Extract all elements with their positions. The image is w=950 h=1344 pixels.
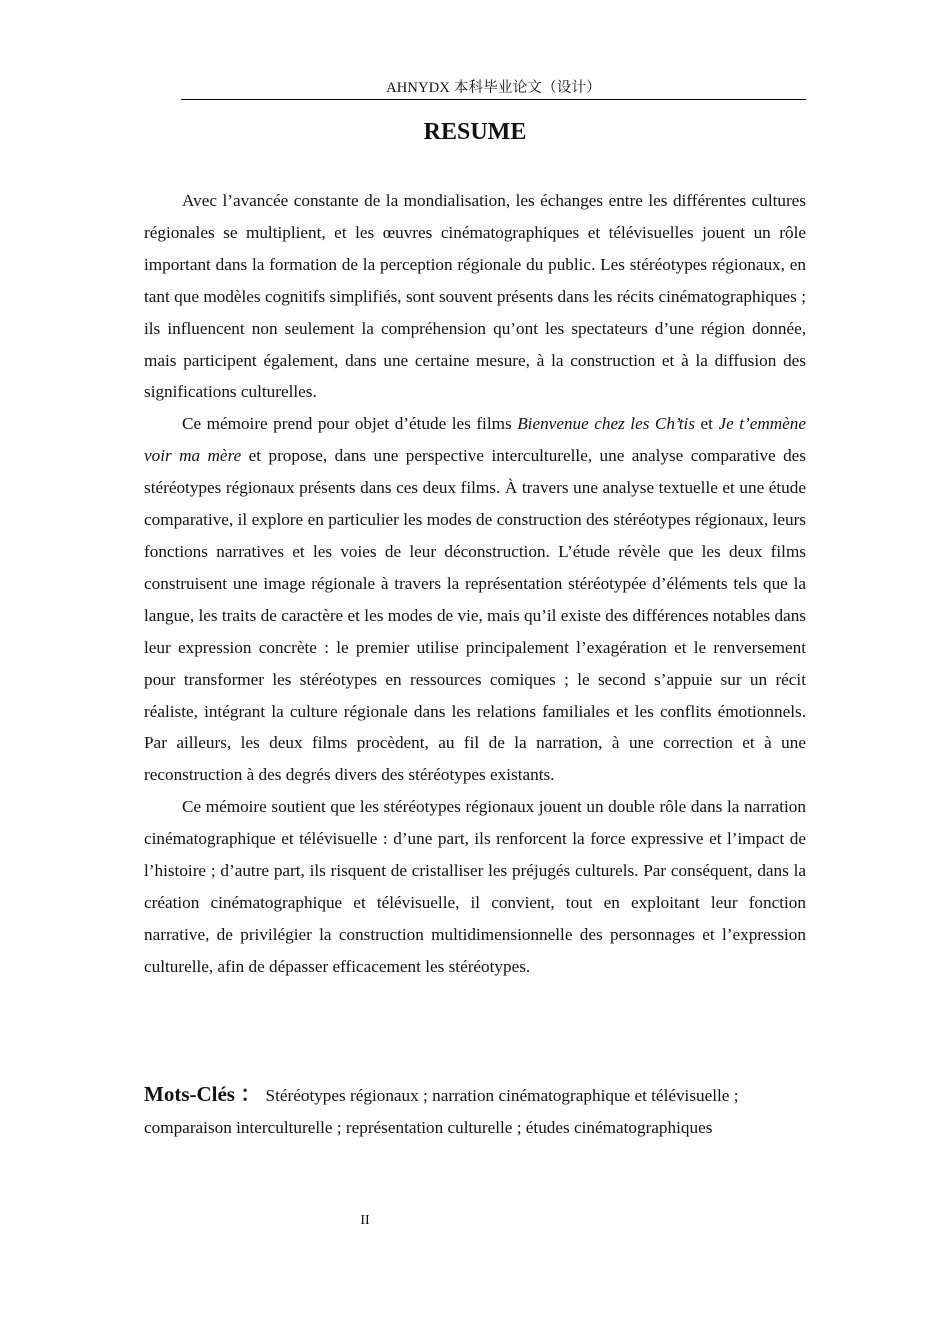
film-title-1: Bienvenue chez les Ch’tis [517, 414, 696, 434]
paragraph-2-intro: Ce mémoire prend pour objet d’étude les films [182, 414, 518, 434]
abstract-paragraph-3: Ce mémoire soutient que les stéréotypes régionaux jouent un double rôle dans la narration cinématographique et télévisuelle : d’une part, ils renforcent la force expressive et l’impact de l’histoire ; d’autre part, ils risquent de cristalliser les préjugés culturels. Par conséquent, dans la création cinématographique et télévisuelle, il convient, tout en exploitant leur fonction narrative, de privilégier la construction multidimensionnelle des personnages et l’expression culturelle, afin de dépasser efficacement les stéréotypes. [144, 797, 806, 976]
page-number: II [360, 1213, 370, 1228]
abstract-paragraph-2 [144, 408, 806, 791]
page-title: RESUME [423, 119, 527, 145]
keywords-block [144, 1078, 806, 1144]
keywords-label: Mots-Clés ： [144, 1082, 262, 1106]
running-header: AHNYDX 本科毕业论文（设计） [181, 78, 806, 100]
abstract-body [144, 185, 806, 983]
film-title-2: Je t’emmène voir ma mère [144, 414, 807, 466]
keywords-text: Stéréotypes régionaux ; narration cinématographique et télévisuelle ; comparaison interculturelle ; représentation culturelle ; études cinématographiques [144, 1086, 739, 1137]
paragraph-2-body: et propose, dans une perspective interculturelle, une analyse comparative des stéréotypes régionaux présents dans ces deux films. À travers une analyse textuelle et une étude comparative, il explore en particulier les modes de construction des stéréotypes régionaux, leurs fonctions narratives et les voies de leur déconstruction. L’étude révèle que les deux films construisent une image régionale à travers la représentation stéréotypée d’éléments tels que la langue, les traits de caractère et les modes de vie, mais qu’il existe des différences notables dans leur expression concrète : le premier utilise principalement l’exagération et le renversement pour transformer les stéréotypes en ressources comiques ; le second s’appuie sur un récit réaliste, intégrant la culture régionale dans les relations familiales et les conflits émotionnels. Par ailleurs, les deux films procèdent, au fil de la narration, à une correction et à une reconstruction à des degrés divers des stéréotypes existants. [144, 446, 806, 785]
paragraph-2-conjunction: et [695, 414, 719, 434]
abstract-paragraph-1: Avec l’avancée constante de la mondialisation, les échanges entre les différentes cultures régionales se multiplient, et les œuvres cinématographiques et télévisuelles jouent un rôle important dans la formation de la perception régionale du public. Les stéréotypes régionaux, en tant que modèles cognitifs simplifiés, sont souvent présents dans les récits cinématographiques ; ils influencent non seulement la compréhension qu’ont les spectateurs d’une région donnée, mais participent également, dans une certaine mesure, à la construction et à la diffusion des significations culturelles. [144, 191, 806, 402]
